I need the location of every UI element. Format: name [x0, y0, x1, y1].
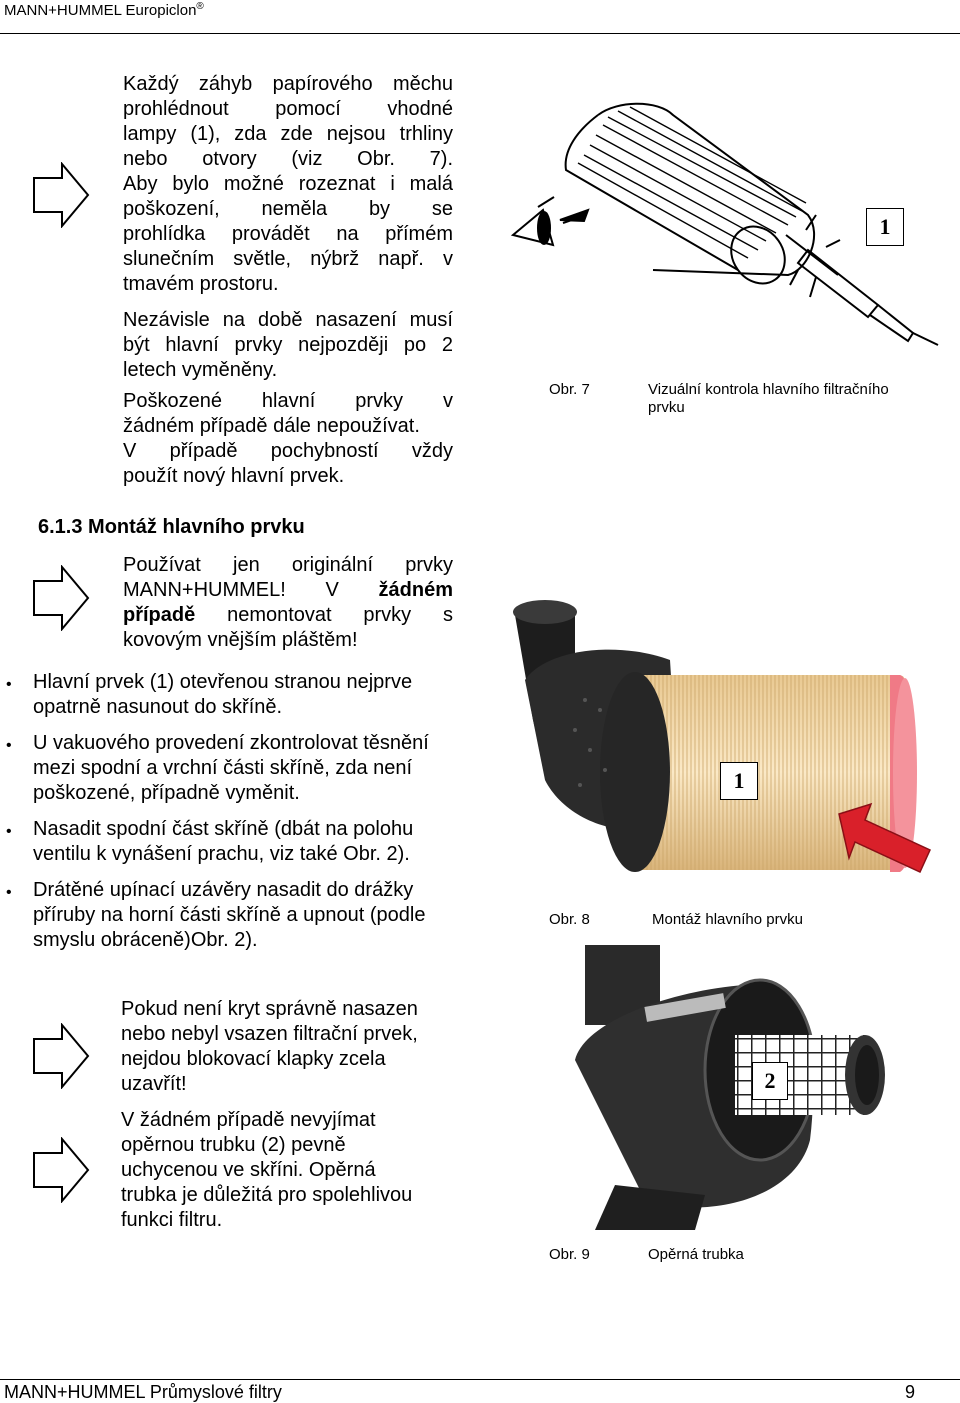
text-line: opatrně nasunout do skříně. [33, 696, 283, 718]
text-line: použít nový hlavní prvek. [123, 465, 345, 487]
page-header [4, 1, 204, 19]
text-span: MANN+HUMMEL! V [123, 579, 379, 601]
header-title: MANN+HUMMEL Europiclon [4, 2, 197, 19]
text-line: uchycenou ve skříni. Opěrná [121, 1159, 376, 1181]
text-line: trubka je důležitá pro spolehlivou [121, 1184, 413, 1206]
text-line: uzavřít! [121, 1073, 187, 1095]
footer-text: MANN+HUMMEL Průmyslové filtry [4, 1382, 282, 1402]
inspection-note [123, 72, 453, 297]
registered-mark: ® [196, 1, 204, 12]
text-line: U vakuového provedení zkontrolovat těsnění [33, 732, 429, 754]
section-heading: 6.1.3 Montáž hlavního prvku [38, 516, 305, 538]
text-line: nebo otvory (viz Obr. 7). [123, 148, 453, 170]
bullet-item [33, 731, 463, 806]
text-line: Drátěné upínací uzávěry nasadit do drážky [33, 879, 414, 901]
cover-note [121, 997, 451, 1097]
text-line: ventilu k vynášení prachu, viz také Obr. 2). [33, 843, 410, 865]
text-line: poškození, neměla by se [123, 198, 453, 220]
bullet-item [33, 817, 463, 867]
bullet-dot: • [6, 676, 12, 693]
figure-8-number: 1 [720, 762, 758, 800]
text-line [123, 578, 453, 603]
figure-7-caption: Vizuální kontrola hlavního filtračního prvku [648, 381, 889, 416]
text-line: Každý záhyb papírového měchu [123, 73, 453, 95]
text-span: nemontovat prvky s [195, 604, 453, 626]
figure-9-caption: Opěrná trubka [648, 1246, 744, 1263]
text-line: nebo nebyl vsazen filtrační prvek, [121, 1023, 418, 1045]
page-number: 9 [904, 1382, 915, 1402]
text-line: prohlédnout pomocí vhodné [123, 98, 453, 120]
hollow-right-arrow-icon [32, 162, 90, 228]
figure-8-caption: Montáž hlavního prvku [652, 911, 803, 928]
hollow-right-arrow-icon [32, 565, 90, 631]
text-line: prohlídka provádět na přímém [123, 223, 453, 245]
figure-7-number: 1 [866, 208, 904, 246]
footer-rule [0, 1379, 960, 1380]
text-line: nejdou blokovací klapky zcela [121, 1048, 386, 1070]
support-tube-note [121, 1108, 451, 1233]
eye-icon [513, 197, 588, 245]
text-line: opěrnou trubku (2) pevně [121, 1134, 346, 1156]
original-parts-note [123, 553, 453, 653]
text-line: tmavém prostoru. [123, 273, 279, 295]
text-line: V případě pochybností vždy [123, 440, 453, 462]
text-line: letech vyměněny. [123, 359, 278, 381]
text-line: V žádném případě nevyjímat [121, 1109, 376, 1131]
text-line: mezi spodní a vrchní části skříně, zda není [33, 757, 413, 779]
text-line: funkci filtru. [121, 1209, 223, 1231]
text-line: lampy (1), zda zde nejsou trhliny [123, 123, 453, 145]
bold-text: žádném [378, 579, 453, 601]
bullet-item [33, 670, 463, 720]
bold-text: případě [123, 604, 196, 626]
text-line: slunečním světle, nýbrž např. v [123, 248, 453, 270]
figure-9-photo [555, 940, 915, 1240]
header-rule [0, 33, 960, 34]
text-line: Nezávisle na době nasazení musí [123, 309, 453, 331]
hollow-right-arrow-icon [32, 1023, 90, 1089]
text-line: Poškozené hlavní prvky v [123, 390, 453, 412]
bullet-dot: • [6, 823, 12, 840]
text-line: Nasadit spodní část skříně (dbát na polohu [33, 818, 414, 840]
text-line: smyslu obráceně)Obr. 2). [33, 929, 258, 951]
lamp-icon [786, 215, 938, 345]
text-line: poškozené, případně vyměnit. [33, 782, 300, 804]
hollow-right-arrow-icon [32, 1137, 90, 1203]
text-line: Pokud není kryt správně nasazen [121, 998, 418, 1020]
text-line: Používat jen originální prvky [123, 554, 453, 576]
text-line: být hlavní prvky nejpozději po 2 [123, 334, 453, 356]
figure-8-label: Obr. 8 [549, 911, 590, 928]
figure-9-number: 2 [752, 1062, 788, 1100]
bullet-dot: • [6, 737, 12, 754]
bullet-item [33, 878, 463, 953]
replacement-note [123, 308, 453, 383]
text-line [123, 603, 453, 628]
figure-7-label: Obr. 7 [549, 381, 590, 398]
bullet-dot: • [6, 884, 12, 901]
text-line: Aby bylo možné rozeznat i malá [123, 173, 453, 195]
text-line: žádném případě dále nepoužívat. [123, 415, 420, 437]
red-arrow-icon [835, 800, 935, 880]
text-line: příruby na horní části skříně a upnout (podle [33, 904, 426, 926]
text-line: Hlavní prvek (1) otevřenou stranou nejprve [33, 671, 413, 693]
figure-9-label: Obr. 9 [549, 1246, 590, 1263]
damaged-elements-note [123, 389, 453, 489]
text-line: kovovým vnějším pláštěm! [123, 629, 358, 651]
